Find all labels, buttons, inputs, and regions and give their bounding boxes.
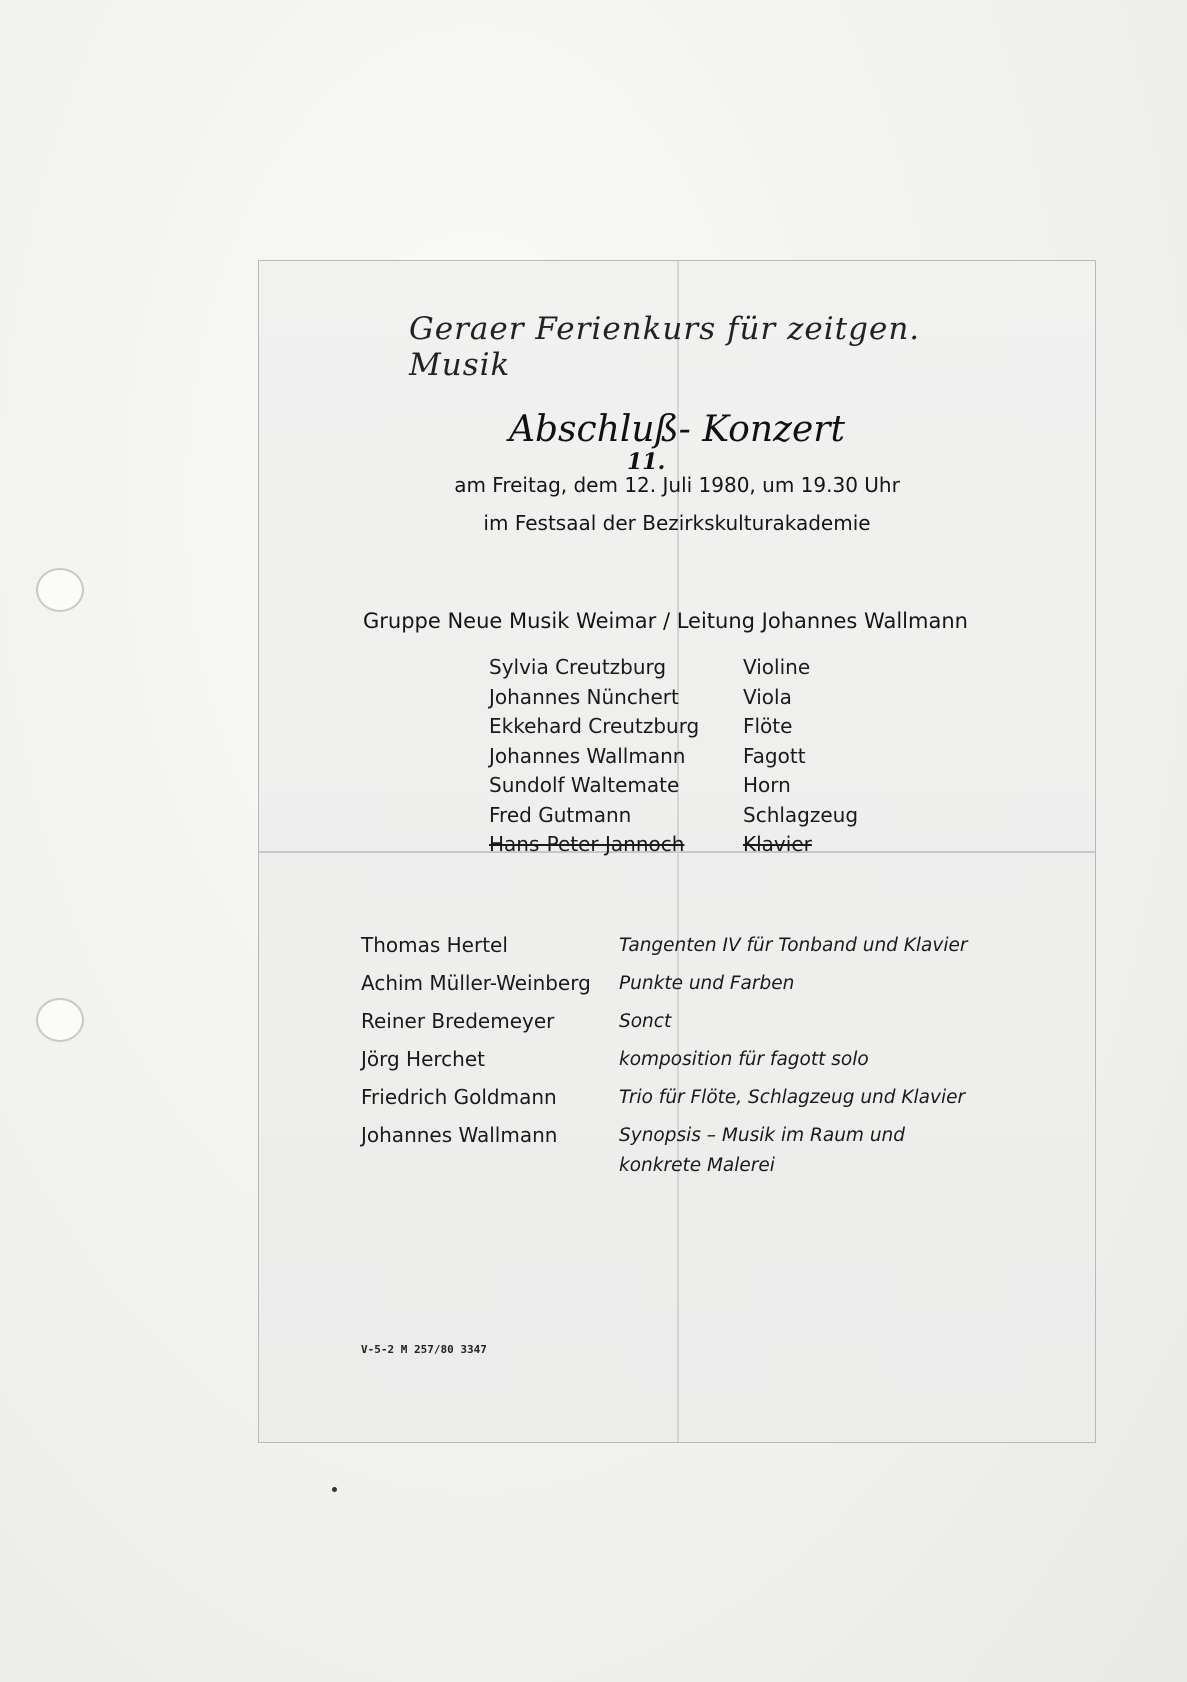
performer-instrument: Horn (743, 773, 791, 797)
composer-name: Jörg Herchet (361, 1047, 486, 1071)
work-title: Sonct (619, 1011, 672, 1032)
performer-name: Fred Gutmann (489, 802, 632, 827)
performer-instrument: Flöte (743, 714, 793, 738)
performer-instrument: Schlagzeug (743, 802, 859, 827)
performer-name: Ekkehard Creutzburg (489, 714, 700, 738)
composer-name: Friedrich Goldmann (361, 1085, 557, 1109)
concert-program (258, 260, 1096, 1443)
work-title: Tangenten IV für Tonband und Klavier (619, 935, 968, 956)
composer-name: Johannes Wallmann (361, 1123, 558, 1147)
work-title: Trio für Flöte, Schlagzeug und Klavier (619, 1087, 966, 1108)
performer-instrument: Klavier (743, 832, 812, 856)
work-title: komposition für fagott solo (619, 1049, 869, 1070)
punch-hole-top (36, 568, 84, 612)
handwritten-header: Geraer Ferienkurs für zeitgen. Musik (409, 311, 921, 383)
work-title: Synopsis – Musik im Raum und konkrete Malerei (619, 1125, 906, 1176)
composer-name: Thomas Hertel (361, 933, 508, 957)
performer-name: Johannes Wallmann (489, 743, 686, 768)
work-title: Punkte und Farben (619, 973, 795, 994)
performer-name: Sundolf Waltemate (489, 773, 680, 797)
performer-instrument: Viola (743, 684, 792, 709)
performer-name: Johannes Nünchert (489, 684, 679, 709)
paper-speck (332, 1487, 337, 1492)
ensemble-line: Gruppe Neue Musik Weimar / Leitung Johannes Wallmann (363, 609, 968, 633)
punch-hole-bottom (36, 998, 84, 1042)
performer-instrument: Violine (743, 655, 811, 679)
performer-name: Hans-Peter Jannoch (489, 832, 685, 856)
performer-name: Sylvia Creutzburg (489, 655, 667, 679)
venue-line: im Festsaal der Bezirkskulturakademie (483, 511, 871, 535)
date-correction: 11. (627, 449, 666, 475)
composer-name: Achim Müller-Weinberg (361, 971, 591, 995)
date-line: am Freitag, dem 12. Juli 1980, um 19.30 Uhr (454, 473, 900, 497)
concert-title: Abschluß- Konzert (509, 409, 845, 450)
performer-instrument: Fagott (743, 743, 806, 768)
print-code: V-5-2 M 257/80 3347 (361, 1343, 487, 1356)
composer-name: Reiner Bredemeyer (361, 1009, 555, 1033)
